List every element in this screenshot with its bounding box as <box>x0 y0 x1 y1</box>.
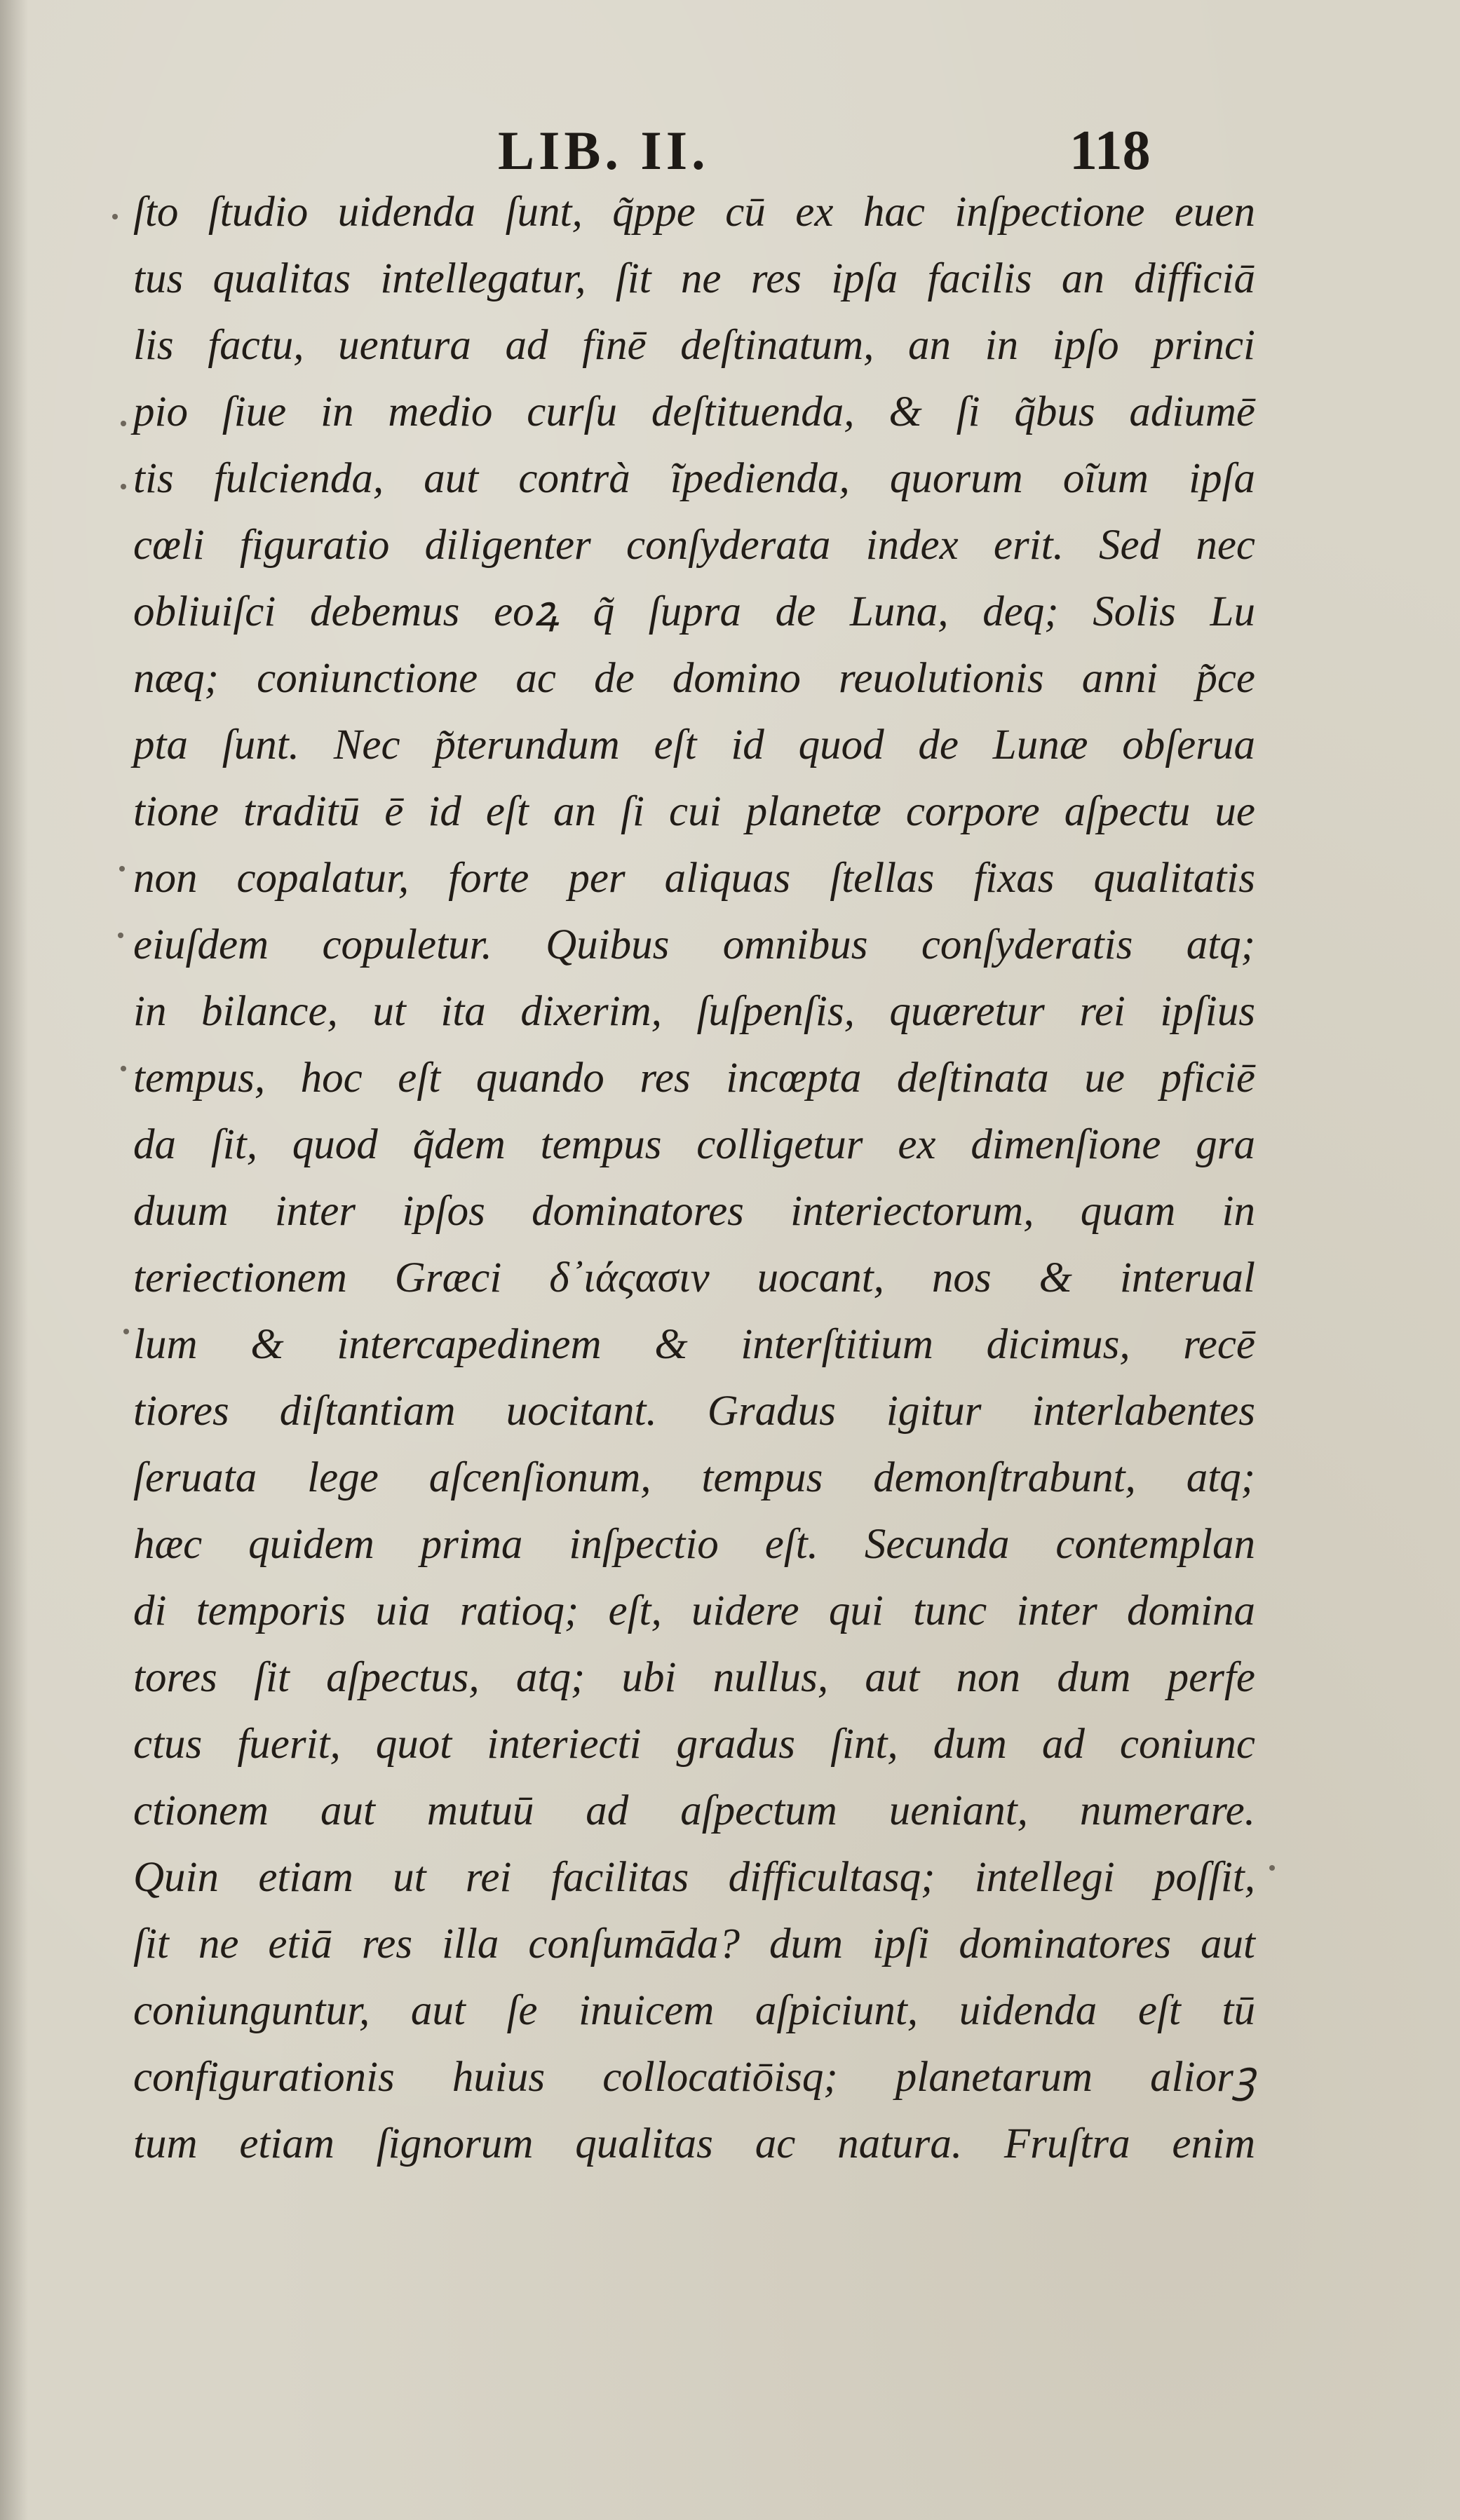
margin-mark <box>121 484 126 489</box>
text-line: ſto ſtudio uidenda ſunt, q̃ppe cū ex hac inſpectione euen <box>133 189 1255 236</box>
margin-mark <box>112 214 118 219</box>
text-line: hæc quidem prima inſpectio eſt. Secunda contemplan <box>133 1521 1255 1568</box>
text-line: tione traditū ē id eſt an ſi cui planetæ corpore aſpectu ue <box>133 788 1255 835</box>
text-line: lis factu, uentura ad finē deſtinatum, an in ipſo princi <box>133 322 1255 369</box>
text-line: duum inter ipſos dominatores interiectorum, quam in <box>133 1188 1255 1235</box>
margin-mark <box>121 421 126 426</box>
margin-mark <box>118 933 123 938</box>
text-line: eiuſdem copuletur. Quibus omnibus conſyderatis atq; <box>133 921 1255 968</box>
margin-mark <box>1269 1865 1275 1871</box>
margin-mark <box>121 1066 126 1071</box>
text-line: configurationis huius collocatiōisq; planetarum aliorꝫ <box>133 2054 1255 2101</box>
text-line: tiores diſtantiam uocitant. Gradus igitur interlabentes <box>133 1388 1255 1435</box>
text-line: coniunguntur, aut ſe inuicem aſpiciunt, uidenda eſt tū <box>133 1987 1255 2034</box>
text-line: ctionem aut mutuū ad aſpectum ueniant, numerare. <box>133 1787 1255 1834</box>
text-line: teriectionem Græci δ᾽ιάςασιν uocant, nos & interual <box>133 1254 1255 1301</box>
text-line: tores ſit aſpectus, atq; ubi nullus, aut non dum perfe <box>133 1654 1255 1701</box>
gutter-shadow <box>0 0 28 2520</box>
margin-mark <box>123 1329 129 1334</box>
text-line: Quin etiam ut rei facilitas difficultasq; intellegi poſſit, <box>133 1854 1255 1901</box>
running-head: LIB. II. <box>498 120 710 181</box>
margin-mark <box>119 866 125 872</box>
text-line: næq; coniunctione ac de domino reuolutionis anni p̃ce <box>133 655 1255 702</box>
text-line: tus qualitas intellegatur, ſit ne res ipſa facilis an difficiā <box>133 255 1255 302</box>
text-line: pta ſunt. Nec p̃terundum eſt id quod de Lunæ obſerua <box>133 722 1255 768</box>
text-line: in bilance, ut ita dixerim, ſuſpenſis, quæretur rei ipſius <box>133 988 1255 1035</box>
text-line: lum & intercapedinem & interſtitium dicimus, recē <box>133 1321 1255 1368</box>
text-line: cœli figuratio diligenter conſyderata index erit. Sed nec <box>133 522 1255 569</box>
text-line: ctus fuerit, quot interiecti gradus ſint, dum ad coniunc <box>133 1721 1255 1768</box>
text-line: tum etiam ſignorum qualitas ac natura. Fruſtra enim <box>133 2120 1255 2167</box>
text-line: non copalatur, forte per aliquas ſtellas fixas qualitatis <box>133 855 1255 902</box>
text-line: ſit ne etiā res illa conſumāda? dum ipſi dominatores aut <box>133 1921 1255 1967</box>
text-line: di temporis uia ratioq; eſt, uidere qui tunc inter domina <box>133 1587 1255 1634</box>
page-number: 118 <box>1069 120 1151 182</box>
text-line: tis fulcienda, aut contrà ĩpedienda, quorum oĩum ipſa <box>133 455 1255 502</box>
text-line: da ſit, quod q̃dem tempus colligetur ex dimenſione gra <box>133 1121 1255 1168</box>
body-text <box>133 179 1255 2177</box>
text-line: obliuiſci debemus eoꝝ q̃ ſupra de Luna, deq; Solis Lu <box>133 588 1255 635</box>
text-line: ſeruata lege aſcenſionum, tempus demonſtrabunt, atq; <box>133 1454 1255 1501</box>
text-line: pio ſiue in medio curſu deſtituenda, & ſi q̃bus adiumē <box>133 388 1255 435</box>
text-line: tempus, hoc eſt quando res incœpta deſtinata ue pficiē <box>133 1055 1255 1102</box>
